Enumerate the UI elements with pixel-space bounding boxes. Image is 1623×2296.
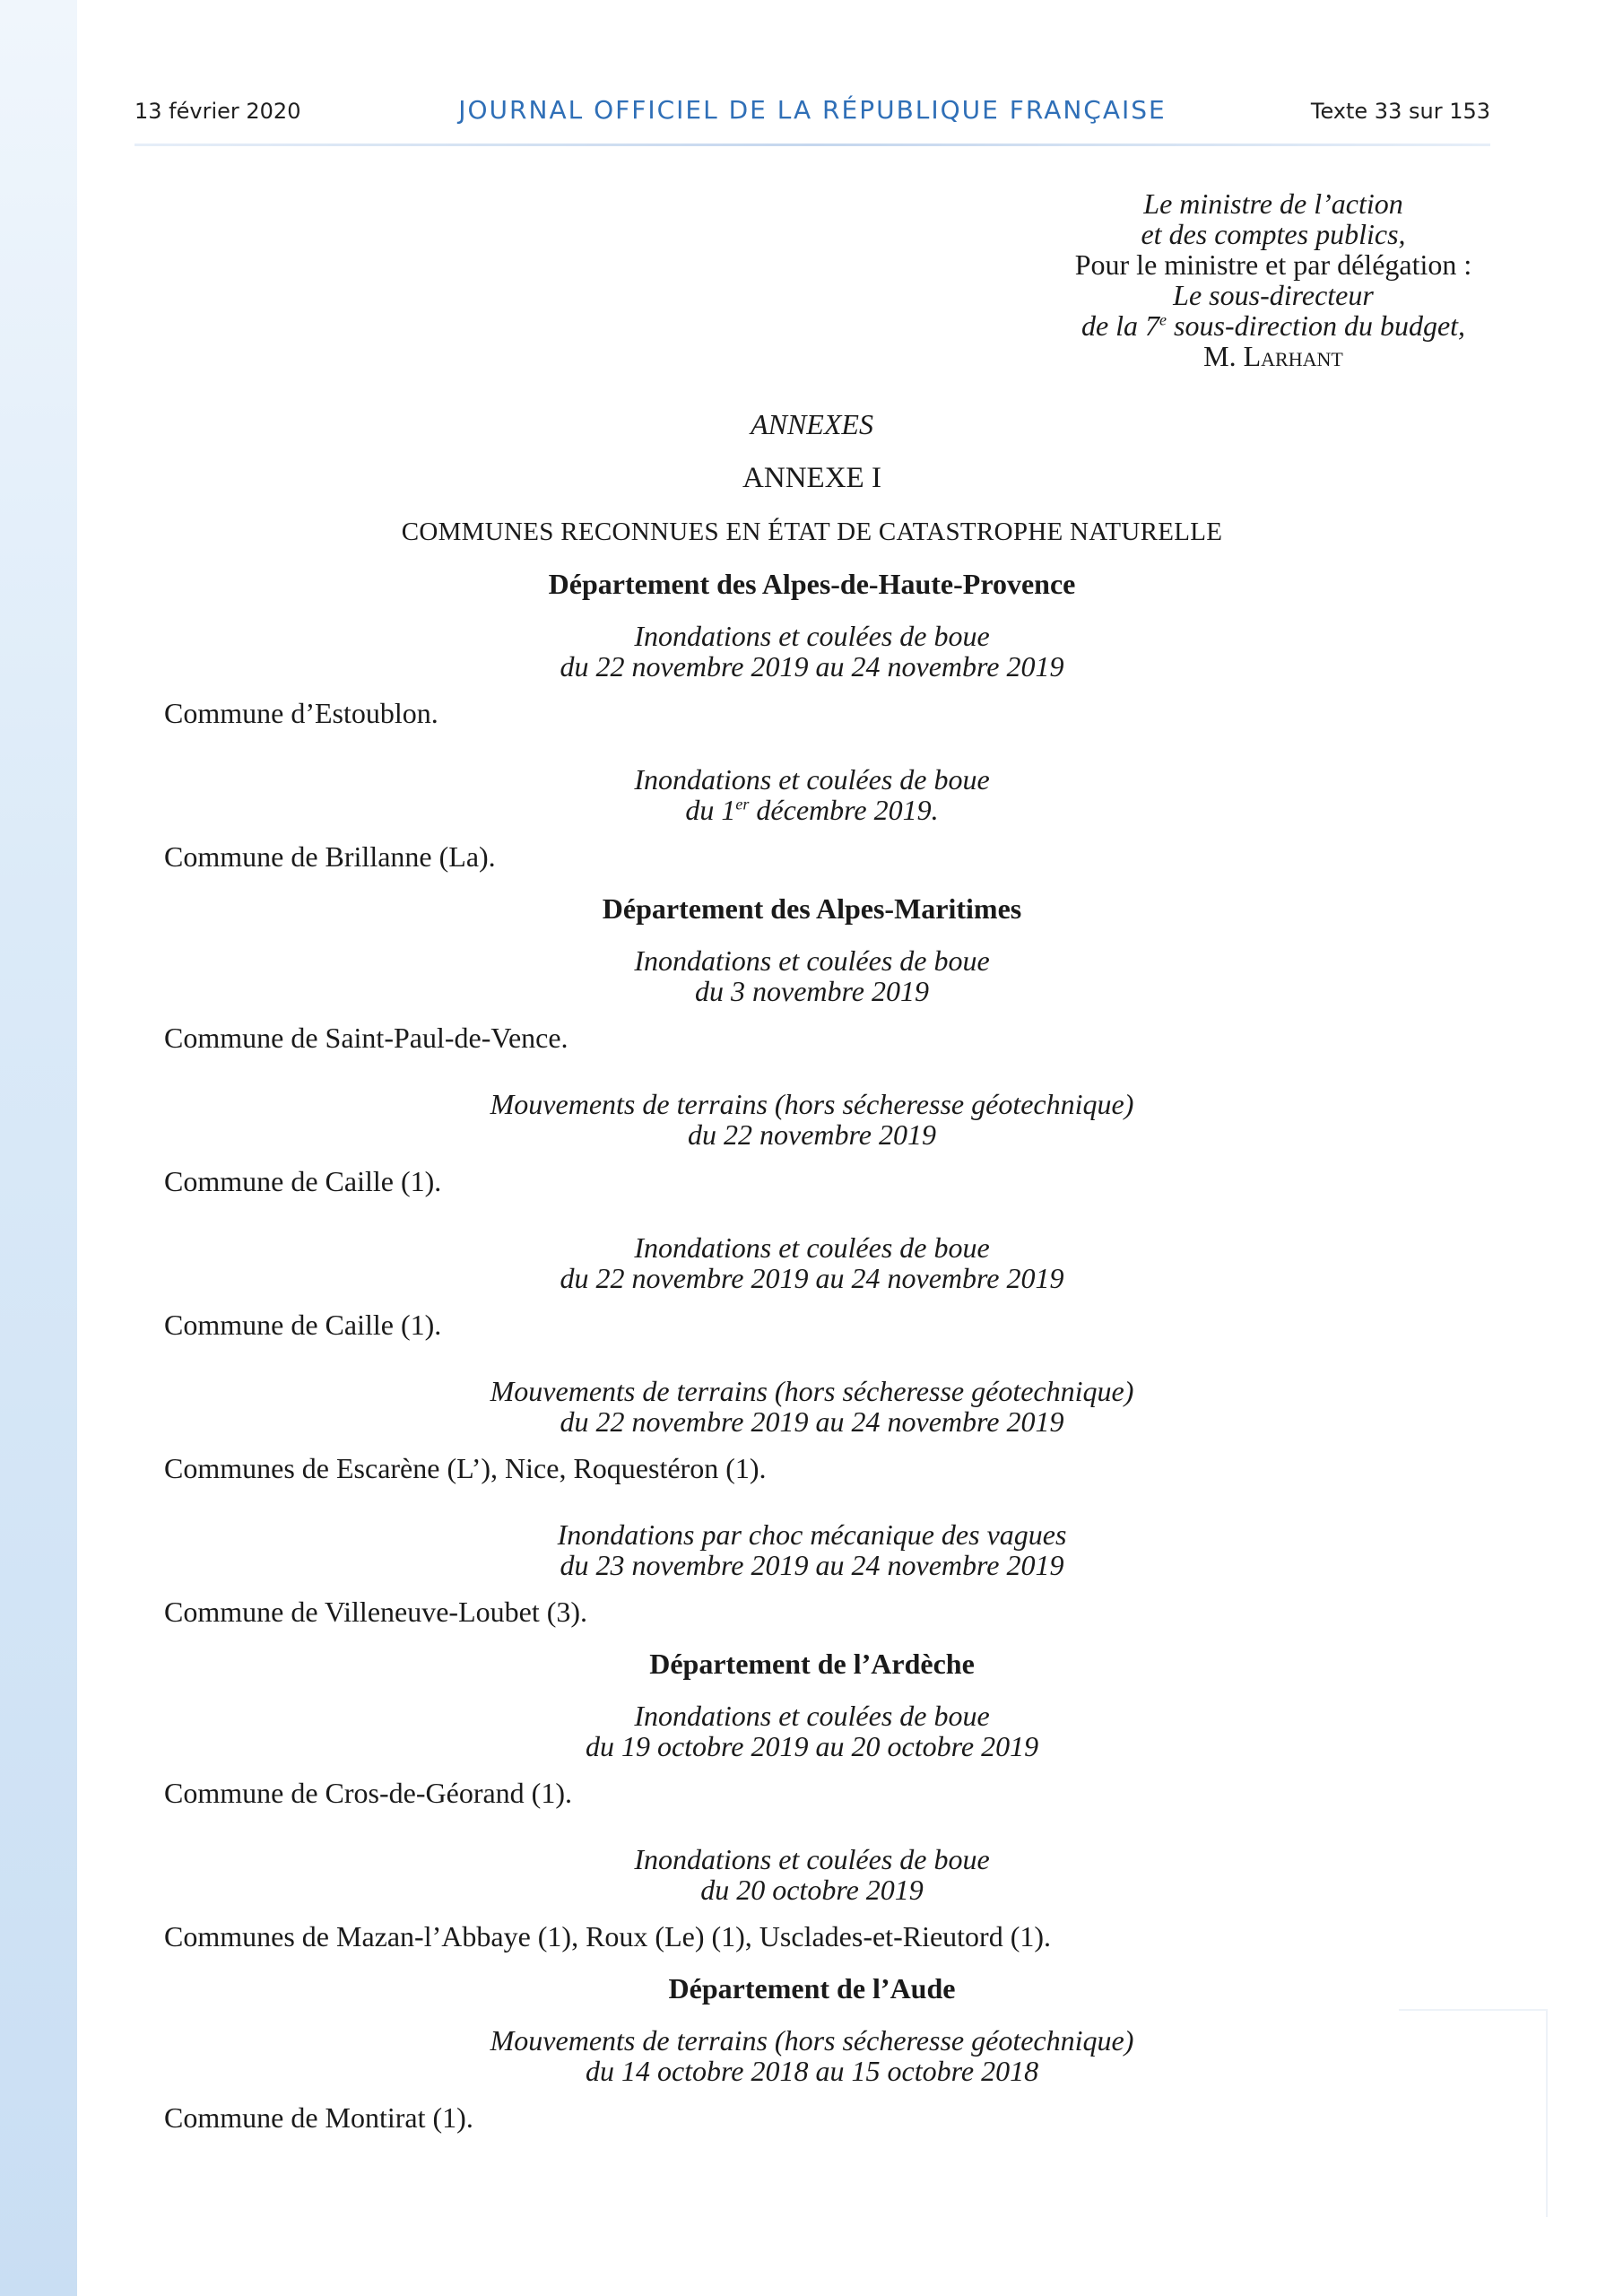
commune-list: Commune de Caille (1). <box>164 1165 442 1197</box>
signature-line: Le ministre de l’action <box>1143 187 1403 220</box>
signature-line: Le sous-directeur <box>1173 279 1374 311</box>
journal-title: JOURNAL OFFICIEL DE LA RÉPUBLIQUE FRANÇAISE <box>458 95 1167 125</box>
page-corner-decoration <box>1399 2009 1548 2217</box>
page-side-band <box>0 0 77 2296</box>
event-type: Mouvements de terrains (hors sécheresse géotechnique) <box>490 1088 1134 1120</box>
event-dates: du 19 octobre 2019 au 20 octobre 2019 <box>585 1730 1039 1762</box>
commune-list: Commune de Cros-de-Géorand (1). <box>164 1777 572 1809</box>
event-heading <box>164 1232 1460 1293</box>
event-heading <box>164 1519 1460 1580</box>
annexe-title: ANNEXE I <box>742 462 881 494</box>
signatory-initial: M. <box>1203 340 1244 372</box>
signature-line <box>1040 310 1506 341</box>
event-heading <box>164 1700 1460 1761</box>
signature-text: de la 7 <box>1081 309 1160 342</box>
event-heading <box>164 945 1460 1006</box>
event-heading <box>164 1089 1460 1150</box>
event-dates: du 22 novembre 2019 au 24 novembre 2019 <box>560 1262 1064 1294</box>
ordinal-superscript: e <box>1159 310 1167 329</box>
header-divider <box>135 144 1490 146</box>
commune-list: Communes de Mazan-l’Abbaye (1), Roux (Le) (1), Usclades-et-Rieutord (1). <box>164 1920 1052 1952</box>
commune-list: Communes de Escarène (L’), Nice, Roquestéron (1). <box>164 1452 767 1484</box>
event-dates: du 3 novembre 2019 <box>695 975 929 1007</box>
publication-date: 13 février 2020 <box>135 99 301 124</box>
event-type: Mouvements de terrains (hors sécheresse géotechnique) <box>490 2024 1134 2057</box>
commune-list: Commune de Saint-Paul-de-Vence. <box>164 1022 568 1054</box>
event-dates-text: décembre 2019. <box>749 794 939 826</box>
commune-list: Commune de Brillanne (La). <box>164 840 496 873</box>
signatory-surname: Larhant <box>1243 340 1343 372</box>
department-heading: Département de l’Ardèche <box>649 1648 975 1680</box>
ordinal-superscript: er <box>735 795 750 813</box>
annex-content <box>164 409 1460 2133</box>
page-header <box>135 93 1490 129</box>
event-type: Inondations et coulées de boue <box>634 1700 990 1732</box>
event-type: Inondations et coulées de boue <box>634 620 990 652</box>
event-heading <box>164 764 1460 825</box>
event-dates: du 20 octobre 2019 <box>700 1874 924 1906</box>
annex-main-title: COMMUNES RECONNUES EN ÉTAT DE CATASTROPHE NATURELLE <box>401 517 1223 546</box>
department-heading: Département de l’Aude <box>668 1972 956 2005</box>
event-dates <box>164 795 1460 825</box>
event-type: Inondations par choc mécanique des vagues <box>557 1518 1067 1551</box>
event-dates-text: du 1 <box>685 794 736 826</box>
commune-list: Commune de Villeneuve-Loubet (3). <box>164 1596 588 1628</box>
signature-block <box>1040 188 1506 371</box>
event-heading <box>164 2025 1460 2086</box>
texte-reference: Texte 33 sur 153 <box>1310 99 1490 124</box>
event-type: Inondations et coulées de boue <box>634 1231 990 1264</box>
event-heading <box>164 1376 1460 1437</box>
event-dates: du 22 novembre 2019 au 24 novembre 2019 <box>560 650 1064 683</box>
department-heading: Département des Alpes-de-Haute-Provence <box>548 568 1076 600</box>
event-type: Mouvements de terrains (hors sécheresse géotechnique) <box>490 1375 1134 1407</box>
event-heading <box>164 621 1460 682</box>
event-type: Inondations et coulées de boue <box>634 944 990 977</box>
commune-list: Commune de Montirat (1). <box>164 2101 473 2134</box>
event-dates: du 14 octobre 2018 au 15 octobre 2018 <box>585 2055 1039 2087</box>
signatory-name <box>1040 341 1506 371</box>
event-dates: du 22 novembre 2019 <box>688 1118 936 1151</box>
signature-text: sous-direction du budget, <box>1167 309 1466 342</box>
event-dates: du 23 novembre 2019 au 24 novembre 2019 <box>560 1549 1064 1581</box>
commune-list: Commune d’Estoublon. <box>164 697 438 729</box>
annexes-heading: ANNEXES <box>751 408 873 440</box>
department-heading: Département des Alpes-Maritimes <box>602 892 1022 925</box>
signature-line: et des comptes publics, <box>1141 218 1406 250</box>
event-type: Inondations et coulées de boue <box>634 1843 990 1875</box>
signature-line: Pour le ministre et par délégation : <box>1074 248 1472 281</box>
event-heading <box>164 1844 1460 1905</box>
event-type: Inondations et coulées de boue <box>634 763 990 796</box>
commune-list: Commune de Caille (1). <box>164 1309 442 1341</box>
event-dates: du 22 novembre 2019 au 24 novembre 2019 <box>560 1405 1064 1438</box>
